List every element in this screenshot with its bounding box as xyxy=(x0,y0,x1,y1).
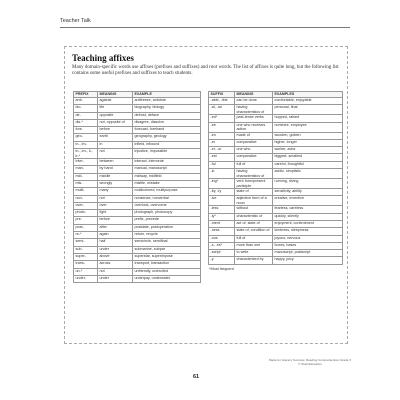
prefixes-cell-meaning: under xyxy=(98,275,133,282)
table-row xyxy=(209,257,343,264)
table-row xyxy=(74,180,201,187)
prefixes-cell-affix: multi- xyxy=(74,188,98,195)
table-row xyxy=(74,173,201,180)
suffixes-cell-example: comfortable, enjoyable xyxy=(273,98,343,105)
suffixes-cell-example: wooden, golden xyxy=(273,132,343,139)
table-row xyxy=(209,228,343,235)
table-row xyxy=(74,210,201,217)
prefixes-cell-meaning: in xyxy=(98,141,133,148)
prefixes-cell-example: manual, manuscript xyxy=(133,166,201,173)
suffixes-cell-example: hopped, rained xyxy=(273,115,343,122)
prefixes-cell-example: postdate, postoperation xyxy=(133,224,201,231)
table-row xyxy=(209,235,343,242)
header-rule xyxy=(60,27,350,28)
table-row xyxy=(209,213,343,220)
prefixes-cell-meaning: over xyxy=(98,202,133,209)
table-row xyxy=(74,232,201,239)
table-row xyxy=(74,119,201,126)
suffixes-cell-meaning: comparative xyxy=(235,139,273,146)
table-row xyxy=(74,159,201,166)
suffixes-cell-meaning: without xyxy=(235,206,273,213)
prefixes-cell-example: misfile, mistake xyxy=(133,180,201,187)
table-row xyxy=(74,253,201,260)
prefixes-cell-meaning: light xyxy=(98,210,133,217)
prefixes-cell-affix: mis- xyxy=(74,180,98,187)
prefixes-cell-affix: non- xyxy=(74,195,98,202)
suffixes-cell-example: manuscript, postscript xyxy=(273,250,343,257)
table-row xyxy=(209,161,343,168)
prefixes-cell-meaning: again xyxy=(98,232,133,239)
prefixes-cell-affix: man- xyxy=(74,166,98,173)
suffixes-cell-meaning: one who receives action xyxy=(235,122,273,132)
prefixes-cell-example: infield, inbound xyxy=(133,141,201,148)
suffixes-cell-example: creative, inventive xyxy=(273,196,343,206)
prefixes-cell-affix: inter- xyxy=(74,159,98,166)
prefixes-cell-example: prefix, precede xyxy=(133,217,201,224)
prefixes-cell-example: transport, transaction xyxy=(133,261,201,268)
suffixes-cell-affix: -ic xyxy=(209,169,235,179)
suffixes-cell-example: happy, juicy xyxy=(273,257,343,264)
prefixes-header-example: EXAMPLE xyxy=(133,92,201,98)
table-row xyxy=(209,196,343,206)
table-row xyxy=(209,189,343,196)
suffixes-header-meaning: MEANING xyxy=(235,92,273,98)
prefixes-cell-meaning: not xyxy=(98,268,133,275)
suffixes-cell-meaning: more than one xyxy=(235,242,273,249)
table-row xyxy=(209,206,343,213)
section-intro: Many domain-specific words use affixes (prefixes and suffixes) and root words. The list of affixes is quite long, but the following list contains some useful prefixes and suffixes to teach students. xyxy=(72,65,339,77)
table-row xyxy=(74,195,201,202)
table-row xyxy=(74,166,201,173)
prefixes-cell-meaning: not xyxy=(98,149,133,159)
page-number: 61 xyxy=(193,374,200,380)
prefixes-cell-example: semicircle, semifinal xyxy=(133,239,201,246)
table-row xyxy=(74,149,201,159)
table-row xyxy=(74,127,201,134)
suffixes-cell-meaning: comparative xyxy=(235,154,273,161)
prefixes-cell-meaning: between xyxy=(98,159,133,166)
suffixes-cell-affix: -ed* xyxy=(209,115,235,122)
suffixes-cell-affix: -ee xyxy=(209,122,235,132)
prefixes-cell-affix: dis-* xyxy=(74,119,98,126)
prefixes-cell-meaning: after xyxy=(98,224,133,231)
table-row xyxy=(74,134,201,141)
prefixes-cell-affix: anti- xyxy=(74,98,98,105)
table-row xyxy=(209,250,343,257)
suffixes-cell-meaning: one who xyxy=(235,147,273,154)
table-row xyxy=(209,169,343,179)
running-head: Teacher Talk xyxy=(60,18,91,24)
prefixes-cell-meaning: not, opposite of xyxy=(98,119,133,126)
credit-line-2: © Shell Education xyxy=(298,362,322,366)
prefixes-cell-example: midway, midfield xyxy=(133,173,201,180)
prefixes-cell-affix: photo- xyxy=(74,210,98,217)
footnote: *Most frequent xyxy=(209,267,234,271)
table-row xyxy=(209,242,343,249)
suffixes-cell-example: worker, actor xyxy=(273,147,343,154)
table-row xyxy=(74,224,201,231)
prefixes-cell-meaning: wrongly xyxy=(98,180,133,187)
suffixes-cell-affix: -less xyxy=(209,206,235,213)
suffixes-cell-affix: -ful xyxy=(209,161,235,168)
table-row xyxy=(209,139,343,146)
prefixes-cell-example: superstar, superimpose xyxy=(133,253,201,260)
suffixes-cell-affix: -er, -or xyxy=(209,147,235,154)
suffixes-cell-example: acidic, simplistic xyxy=(273,169,343,179)
prefixes-cell-affix: trans- xyxy=(74,261,98,268)
prefixes-cell-meaning: not xyxy=(98,195,133,202)
prefixes-cell-example: antifreeze, antidote xyxy=(133,98,201,105)
suffixes-cell-affix: -ly* xyxy=(209,213,235,220)
prefixes-cell-affix: mid- xyxy=(74,173,98,180)
table-row xyxy=(74,239,201,246)
table-row xyxy=(209,105,343,115)
suffixes-cell-meaning: state of xyxy=(235,189,273,196)
suffixes-cell-affix: -able, -ible xyxy=(209,98,235,105)
prefix-table xyxy=(73,91,201,283)
suffixes-cell-example: quickly, silently xyxy=(273,213,343,220)
suffixes-cell-affix: -ive xyxy=(209,196,235,206)
table-row xyxy=(74,202,201,209)
table-row xyxy=(74,105,201,112)
suffixes-cell-example: boxes, bases xyxy=(273,242,343,249)
table-row xyxy=(74,261,201,268)
prefixes-cell-affix: super- xyxy=(74,253,98,260)
suffixes-cell-meaning: having characteristics of xyxy=(235,105,273,115)
suffixes-cell-affix: -ity, -ty xyxy=(209,189,235,196)
prefixes-cell-example: defrost, deface xyxy=(133,112,201,119)
suffixes-cell-affix: -script xyxy=(209,250,235,257)
suffixes-cell-example: joyous, nervous xyxy=(273,235,343,242)
suffixes-cell-meaning: made of xyxy=(235,132,273,139)
prefixes-header-affix: PREFIX xyxy=(74,92,98,98)
table-row xyxy=(74,246,201,253)
prefixes-cell-example: geography, geology xyxy=(133,134,201,141)
prefixes-cell-affix: fore- xyxy=(74,127,98,134)
prefixes-cell-example: overlook, overcome xyxy=(133,202,201,209)
suffixes-cell-example: biggest, smallest xyxy=(273,154,343,161)
prefixes-cell-affix: sub- xyxy=(74,246,98,253)
suffixes-cell-affix: -ment xyxy=(209,220,235,227)
prefixes-cell-meaning: many xyxy=(98,188,133,195)
prefixes-cell-meaning: opposite xyxy=(98,112,133,119)
suffixes-cell-affix: -en xyxy=(209,132,235,139)
prefixes-cell-example: return, recycle xyxy=(133,232,201,239)
prefixes-cell-meaning: above xyxy=(98,253,133,260)
prefixes-cell-affix: post- xyxy=(74,224,98,231)
suffixes-cell-example: fearless, careless xyxy=(273,206,343,213)
table-row xyxy=(74,141,201,148)
prefixes-cell-example: submarine, subpar xyxy=(133,246,201,253)
prefixes-cell-affix: re-* xyxy=(74,232,98,239)
suffixes-cell-example: enjoyment, contentment xyxy=(273,220,343,227)
prefixes-cell-example: forecast, forehand xyxy=(133,127,201,134)
prefixes-cell-meaning: before xyxy=(98,127,133,134)
prefixes-cell-affix: semi- xyxy=(74,239,98,246)
prefixes-cell-meaning: life xyxy=(98,105,133,112)
prefixes-cell-meaning: under xyxy=(98,246,133,253)
prefixes-cell-meaning: across xyxy=(98,261,133,268)
suffixes-cell-example: higher, longer xyxy=(273,139,343,146)
suffixes-cell-meaning: adjective form of a noun xyxy=(235,196,273,206)
table-row xyxy=(74,112,201,119)
suffixes-cell-meaning: state of, condition of xyxy=(235,228,273,235)
suffixes-cell-affix: -s, -es* xyxy=(209,242,235,249)
suffixes-cell-meaning: characterized by xyxy=(235,257,273,264)
table-row xyxy=(209,122,343,132)
table-row xyxy=(209,115,343,122)
prefixes-cell-meaning: earth xyxy=(98,134,133,141)
prefixes-cell-example: injustice, impossible xyxy=(133,149,201,159)
suffixes-cell-affix: -er xyxy=(209,139,235,146)
prefixes-cell-affix: bio- xyxy=(74,105,98,112)
suffixes-cell-example: running, diving xyxy=(273,179,343,189)
suffixes-cell-meaning: act of, state of xyxy=(235,220,273,227)
suffixes-cell-affix: -y xyxy=(209,257,235,264)
suffixes-header-example: EXAMPLES xyxy=(273,92,343,98)
suffixes-cell-example: kindness, sleepiness xyxy=(273,228,343,235)
prefixes-cell-example: photograph, photocopy xyxy=(133,210,201,217)
prefixes-cell-affix: over- xyxy=(74,202,98,209)
prefixes-cell-example: biography, biology xyxy=(133,105,201,112)
footer-credit xyxy=(260,358,360,366)
prefixes-cell-meaning: before xyxy=(98,217,133,224)
suffixes-cell-example: careful, thoughtful xyxy=(273,161,343,168)
suffixes-cell-affix: -al, -ial xyxy=(209,105,235,115)
prefixes-cell-meaning: against xyxy=(98,98,133,105)
suffix-table xyxy=(208,91,343,265)
suffixes-header-affix: SUFFIX xyxy=(209,92,235,98)
table-row xyxy=(74,98,201,105)
credit-line-1: Made for Literacy Success: Reading Comprehension Grade 6 xyxy=(269,358,351,362)
suffixes-cell-meaning: can be done xyxy=(235,98,273,105)
suffixes-cell-example: sensitivity, ability xyxy=(273,189,343,196)
prefixes-cell-affix: pre- xyxy=(74,217,98,224)
table-row xyxy=(209,154,343,161)
suffixes-cell-meaning: full of xyxy=(235,161,273,168)
prefixes-cell-example: interact, intercede xyxy=(133,159,201,166)
prefixes-cell-example: underpay, underwater xyxy=(133,275,201,282)
table-row xyxy=(74,275,201,282)
table-row xyxy=(209,147,343,154)
prefixes-cell-affix: un-* xyxy=(74,268,98,275)
table-row xyxy=(74,217,201,224)
suffixes-cell-meaning: past-tense verbs xyxy=(235,115,273,122)
suffixes-cell-meaning: having characteristics of xyxy=(235,169,273,179)
suffixes-cell-meaning: verb form/present participle xyxy=(235,179,273,189)
prefixes-cell-affix: geo- xyxy=(74,134,98,141)
suffixes-cell-affix: -ness xyxy=(209,228,235,235)
table-row xyxy=(74,188,201,195)
table-row xyxy=(209,98,343,105)
suffixes-cell-example: personal, final xyxy=(273,105,343,115)
prefixes-cell-example: disagree, dissolve xyxy=(133,119,201,126)
section-title: Teaching affixes xyxy=(72,53,134,63)
prefixes-header-meaning: MEANING xyxy=(98,92,133,98)
prefixes-cell-affix: de- xyxy=(74,112,98,119)
prefixes-cell-example: nonsense, nonverbal xyxy=(133,195,201,202)
suffixes-cell-meaning: to write xyxy=(235,250,273,257)
prefixes-cell-meaning: half xyxy=(98,239,133,246)
prefixes-cell-example: unfriendly, unexcited xyxy=(133,268,201,275)
prefixes-cell-affix: under- xyxy=(74,275,98,282)
suffixes-cell-affix: -est xyxy=(209,154,235,161)
suffixes-cell-affix: -ing* xyxy=(209,179,235,189)
suffixes-cell-affix: -ous xyxy=(209,235,235,242)
table-row xyxy=(209,132,343,139)
prefixes-cell-meaning: by hand xyxy=(98,166,133,173)
suffixes-cell-example: nominee, employee xyxy=(273,122,343,132)
table-row xyxy=(209,220,343,227)
suffixes-cell-meaning: characteristic of xyxy=(235,213,273,220)
prefixes-cell-affix: in-, im- xyxy=(74,141,98,148)
prefixes-cell-affix: in-, im-, il-, ir-* xyxy=(74,149,98,159)
prefixes-cell-example: multicolored, multipurpose xyxy=(133,188,201,195)
table-row xyxy=(74,268,201,275)
table-row xyxy=(209,179,343,189)
prefixes-cell-meaning: middle xyxy=(98,173,133,180)
suffixes-cell-meaning: full of xyxy=(235,235,273,242)
